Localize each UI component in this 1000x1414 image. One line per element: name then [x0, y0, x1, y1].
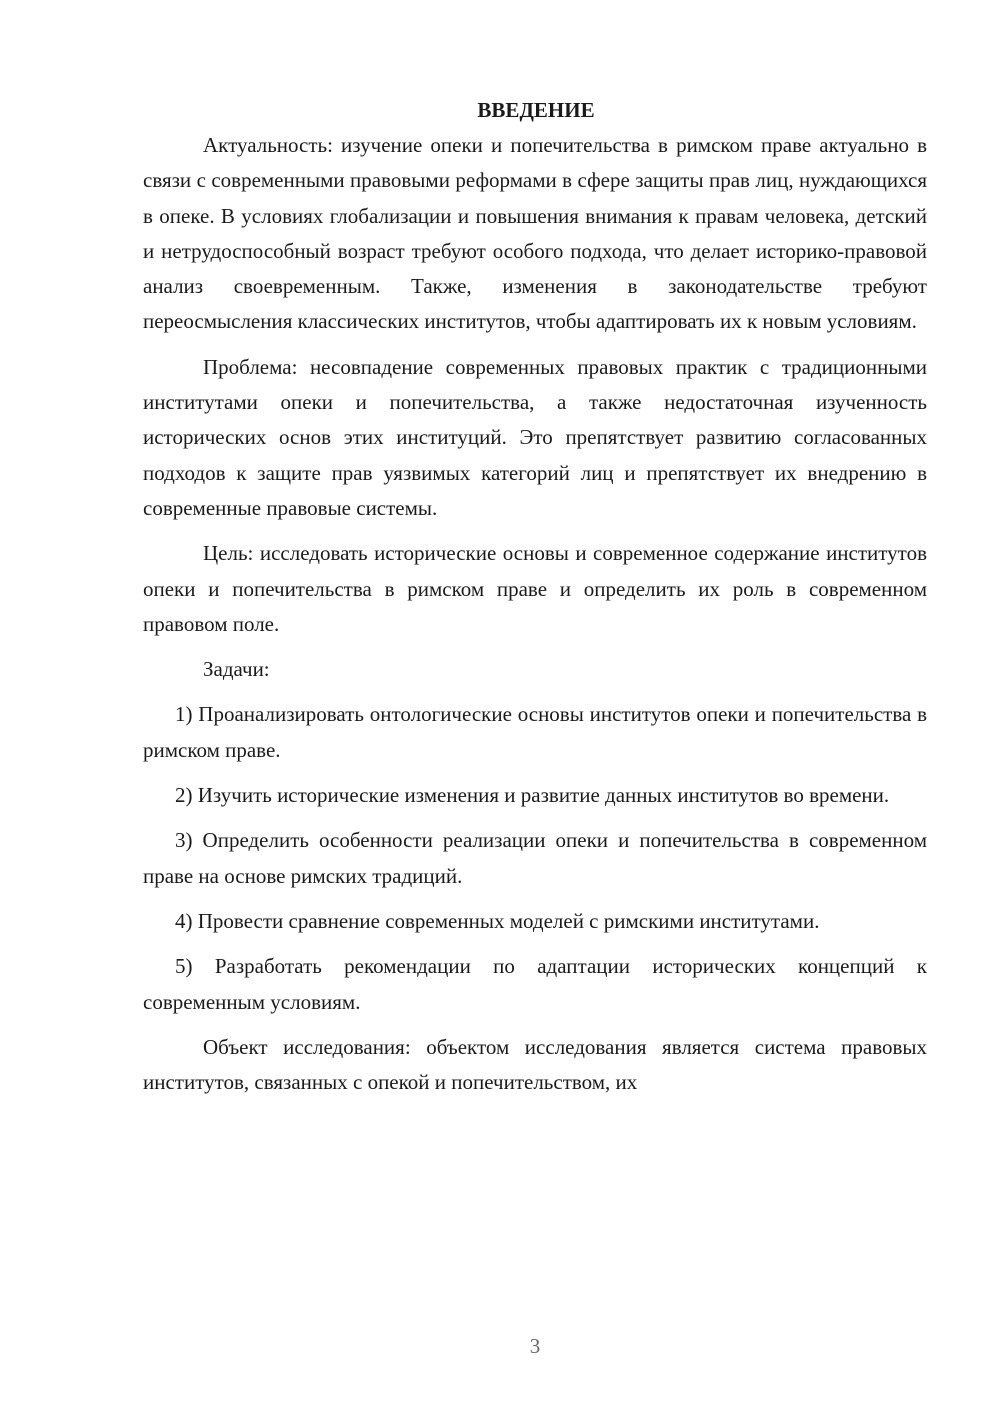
task-item: 2) Изучить исторические изменения и развитие данных институтов во времени. — [175, 783, 890, 808]
paragraph-relevance: Актуальность: изучение опеки и попечительства в римском праве актуально в связи с современными правовыми реформами в сфере защиты прав лиц, нуждающихся в опеке. В условиях глобализации и повышения внимания к правам человека, детский и нетрудоспособный возраст требуют особого подхода, что делает историко-правовой анализ своевременным. Также, изменения в законодательстве требуют переосмысления классических институтов, чтобы адаптировать их к новым условиям. — [143, 133, 927, 334]
paragraph-goal: Цель: исследовать исторические основы и современное содержание институтов опеки и попечительства в римском праве и определить их роль в современном правовом поле. — [143, 541, 927, 636]
paragraph-problem: Проблема: несовпадение современных правовых практик с традиционными институтами опеки и попечительства, а также недостаточная изученность исторических основ этих институций. Это препятствует развитию согласованных подходов к защите прав уязвимых категорий лиц и препятствует их внедрению в современные правовые системы. — [143, 354, 927, 520]
task-item: 5) Разработать рекомендации по адаптации исторических концепций к современным условиям. — [143, 954, 927, 1014]
page-number: 3 — [529, 1334, 541, 1358]
tasks-label: Задачи: — [203, 657, 270, 682]
task-item: 4) Провести сравнение современных моделей с римскими институтами. — [175, 908, 820, 933]
section-title: ВВЕДЕНИЕ — [477, 98, 595, 122]
document-page — [143, 93, 927, 1110]
task-item: 1) Проанализировать онтологические основы институтов опеки и попечительства в римском праве. — [143, 702, 927, 762]
paragraph-object: Объект исследования: объектом исследования является система правовых институтов, связанных с опекой и попечительством, их — [143, 1034, 927, 1095]
task-item: 3) Определить особенности реализации опеки и попечительства в современном праве на основе римских традиций. — [143, 828, 927, 888]
